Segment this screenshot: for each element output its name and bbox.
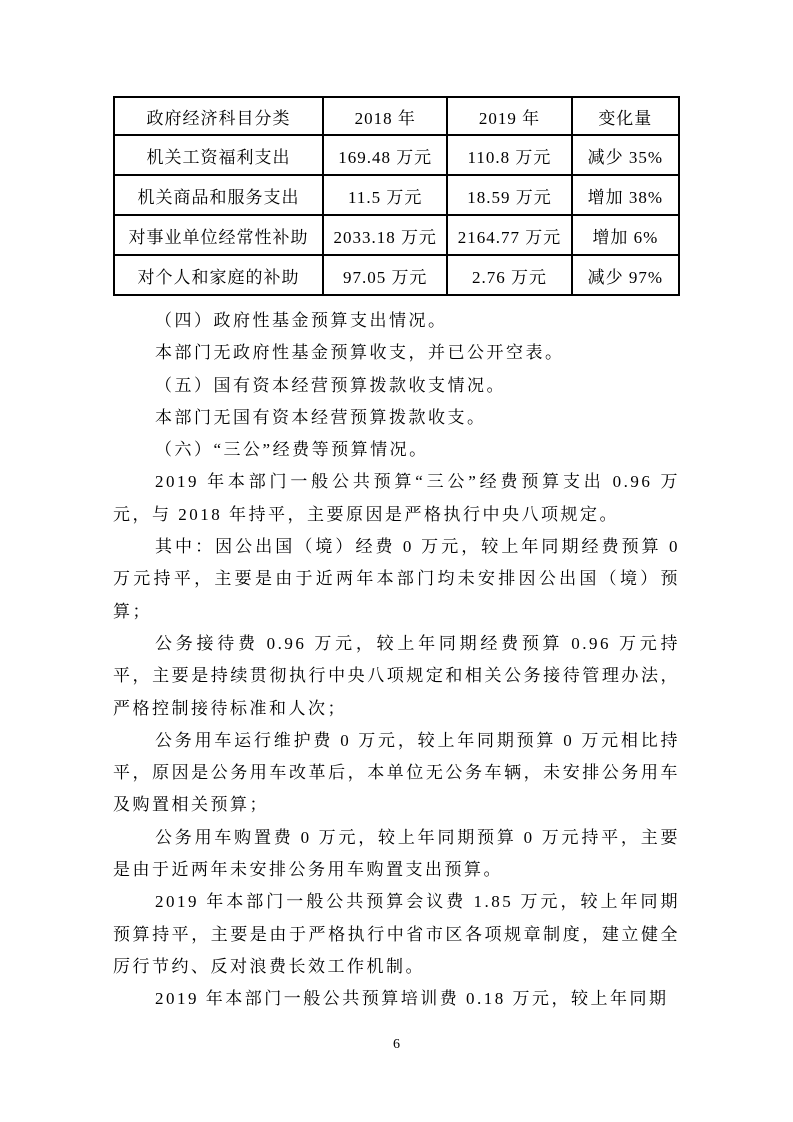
col-header-change: 变化量: [572, 97, 679, 135]
paragraph-official-reception: 公务接待费 0.96 万元，较上年同期经费预算 0.96 万元持平，主要是持续贯彻执行中央八项规定和相关公务接待管理办法，严格控制接待标准和人次；: [113, 633, 680, 718]
paragraph-overseas-travel: 其中：因公出国（境）经费 0 万元，较上年同期经费预算 0 万元持平，主要是由于近两年本部门均未安排因公出国（境）预算；: [113, 537, 680, 621]
page-content: [113, 96, 680, 1016]
col-header-2019: 2019 年: [447, 97, 571, 135]
paragraph-section-4-heading: （四）政府性基金预算支出情况。: [155, 311, 448, 330]
table-header-row: [114, 97, 679, 135]
paragraph-section-5-body: 本部门无国有资本经营预算拨款收支。: [155, 407, 487, 427]
table-row: [114, 255, 679, 295]
cell-category: 对事业单位经常性补助: [114, 215, 323, 255]
paragraph-vehicle-purchase: 公务用车购置费 0 万元，较上年同期预算 0 万元持平，主要是由于近两年未安排公务用车购置支出预算。: [113, 827, 680, 880]
page-number: 6: [393, 1037, 400, 1052]
cell-2018-value: 97.05 万元: [323, 255, 447, 295]
paragraph-training-fee: 2019 年本部门一般公共预算培训费 0.18 万元，较上年同期: [155, 989, 669, 1009]
cell-change-value: 增加 6%: [572, 215, 679, 255]
cell-category: 机关商品和服务支出: [114, 175, 323, 215]
paragraph-section-6-heading: （六）“三公”经费等预算情况。: [155, 440, 429, 460]
paragraph-section-4-body: 本部门无政府性基金预算收支，并已公开空表。: [155, 343, 565, 363]
cell-change-value: 增加 38%: [572, 175, 679, 215]
cell-2018-value: 2033.18 万元: [323, 215, 447, 255]
cell-2019-value: 2.76 万元: [447, 255, 571, 295]
col-header-2018: 2018 年: [323, 97, 447, 135]
body-text: [113, 305, 680, 1016]
cell-change-value: 减少 97%: [572, 255, 679, 295]
paragraph-section-5-heading: （五）国有资本经营预算拨款收支情况。: [155, 375, 506, 395]
cell-2018-value: 169.48 万元: [323, 135, 447, 175]
paragraph-three-public-total: 2019 年本部门一般公共预算“三公”经费预算支出 0.96 万元，与 2018 年持平，主要原因是严格执行中央八项规定。: [113, 472, 680, 524]
cell-2019-value: 2164.77 万元: [447, 215, 571, 255]
cell-change-value: 减少 35%: [572, 135, 679, 175]
cell-2018-value: 11.5 万元: [323, 175, 447, 215]
paragraph-vehicle-maintenance: 公务用车运行维护费 0 万元，较上年同期预算 0 万元相比持平，原因是公务用车改革后，本单位无公务车辆，未安排公务用车及购置相关预算；: [113, 730, 680, 815]
table-row: [114, 175, 679, 215]
paragraph-meeting-fee: 2019 年本部门一般公共预算会议费 1.85 万元，较上年同期预算持平，主要是由于严格执行中省市区各项规章制度，建立健全厉行节约、反对浪费长效工作机制。: [113, 892, 680, 976]
cell-2019-value: 110.8 万元: [447, 135, 571, 175]
cell-category: 对个人和家庭的补助: [114, 255, 323, 295]
table-row: [114, 215, 679, 255]
cell-2019-value: 18.59 万元: [447, 175, 571, 215]
table-row: [114, 135, 679, 175]
budget-comparison-table: [113, 96, 680, 296]
col-header-classification: 政府经济科目分类: [114, 97, 323, 135]
cell-category: 机关工资福利支出: [114, 135, 323, 175]
